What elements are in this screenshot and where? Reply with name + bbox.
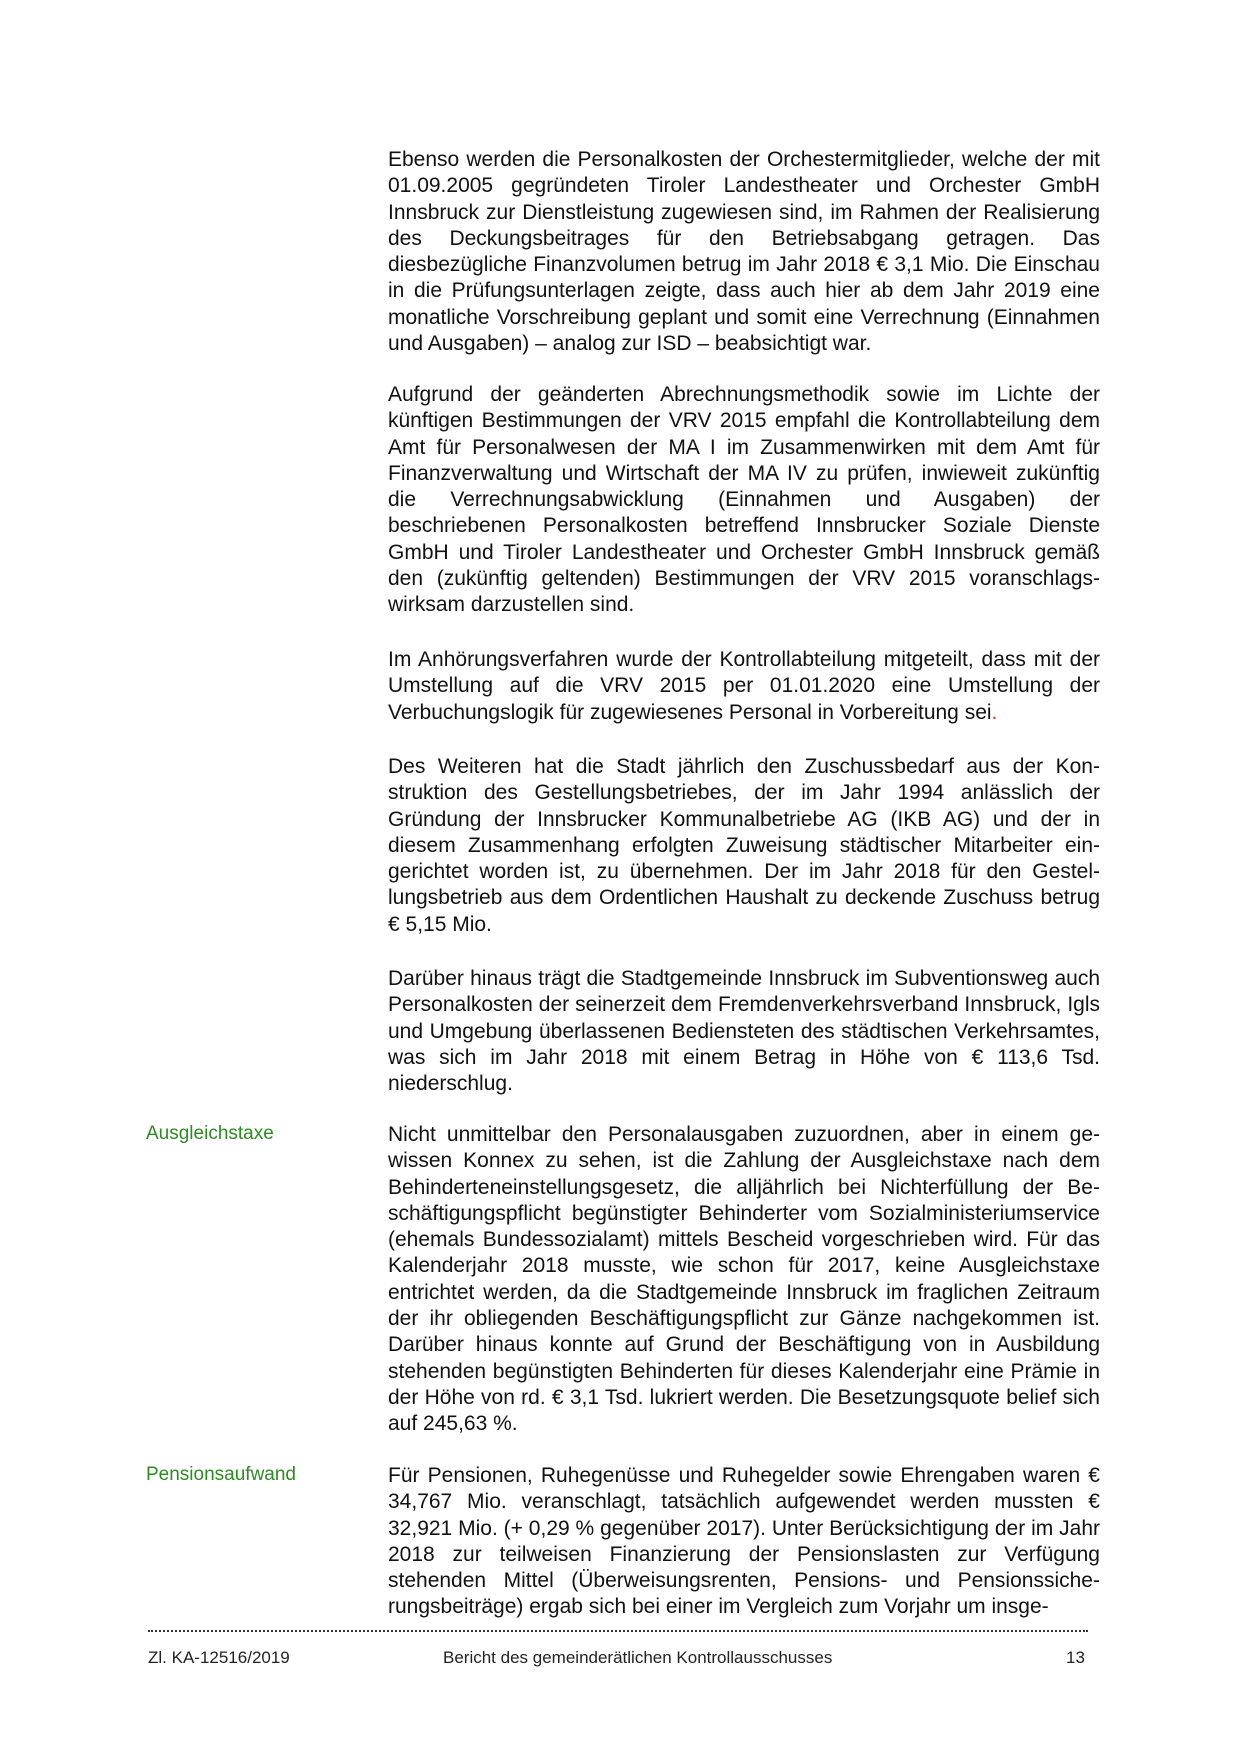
paragraph-text: Des Weiteren hat die Stadt jährlich den Zuschussbedarf aus der Konstruktion des Gestellungsbetriebes, der im Jahr 1994 anlässlich der Gründung der Innsbrucker Kommunalbetriebe AG (IKB AG) und der in diesem Zusammenhang erfolgten Zuweisung städtischer Mitarbeiter eingerichtet worden ist, zu übernehmen. Der im Jahr 2018 für den Gestellungsbetrieb aus dem Ordentlichen Haushalt zu deckende Zuschuss betrug € 5,15 Mio. xyxy=(388,755,1100,936)
paragraph-gestellungsbetrieb xyxy=(388,754,1100,938)
paragraph-ausgleichstaxe xyxy=(388,1122,1100,1438)
paragraph-end-mark: . xyxy=(991,700,998,724)
paragraph-text: Ebenso werden die Personalkosten der Orchestermitglieder, welche der mit 01.09.2005 gegründeten Tiroler Landestheater und Orchester GmbH Innsbruck zur Dienstleistung zugewiesen sind, im Rahmen der Realisierung des Deckungsbeitrages für den Betriebsabgang getragen. Das diesbezügliche Finanzvolumen betrug im Jahr 2018 € 3,1 Mio. Die Einschau in die Prüfungsunterlagen zeigte, dass auch hier ab dem Jahr 2019 eine monatliche Vorschreibung geplant und somit eine Verrechnung (Einnahmen und Ausgaben) – analog zur ISD – beabsichtigt war. xyxy=(388,148,1100,356)
paragraph-text: Für Pensionen, Ruhegenüsse und Ruhegelder sowie Ehrengaben waren € 34,767 Mio. veranschlagt, tatsächlich aufgewendet werden mussten € 32,921 Mio. (+ 0,29 % gegenüber 2017). Unter Berücksichtigung der im Jahr 2018 zur teilweisen Finanzierung der Pensionslasten zur Verfügung stehenden Mittel (Überweisungsrenten, Pensions- und Pensionssicherungsbeiträge) ergab sich bei einer im Vergleich zum Vorjahr um insge- xyxy=(388,1464,1100,1619)
margin-note-pensionsaufwand: Pensionsaufwand xyxy=(146,1464,296,1485)
paragraph-text: Darüber hinaus trägt die Stadtgemeinde Innsbruck im Subventionsweg auch Personalkosten der seinerzeit dem Fremdenverkehrsverband Innsbruck, Igls und Umgebung überlassenen Bediensteten des städtischen Verkehrsamtes, was sich im Jahr 2018 mit einem Betrag in Höhe von € 113,6 Tsd. niederschlug. xyxy=(388,967,1100,1096)
paragraph-verkehrsamt xyxy=(388,966,1100,1097)
paragraph-body: Im Anhörungsverfahren wurde der Kontrollabteilung mitgeteilt, dass mit der Umstellung auf die VRV 2015 per 01.01.2020 eine Umstellung der Verbuchungslogik für zugewiesenes Personal in Vorbereitung sei xyxy=(388,648,1100,724)
footer-page-number: 13 xyxy=(1066,1648,1085,1667)
paragraph-text xyxy=(388,647,1100,726)
paragraph-anhoerungsverfahren xyxy=(388,647,1100,726)
footer-divider xyxy=(148,1630,1088,1632)
paragraph-pensionsaufwand xyxy=(388,1463,1100,1621)
footer-title: Bericht des gemeinderätlichen Kontrollausschusses xyxy=(443,1648,833,1667)
margin-note-ausgleichstaxe: Ausgleichstaxe xyxy=(146,1123,274,1144)
paragraph-orchester-personalkosten xyxy=(388,147,1100,357)
paragraph-text: Aufgrund der geänderten Abrechnungsmethodik sowie im Lichte der künftigen Bestimmungen der VRV 2015 empfahl die Kontrollabteilung dem Amt für Personalwesen der MA I im Zusammenwirken mit dem Amt für Finanzverwaltung und Wirtschaft der MA IV zu prüfen, inwieweit zukünftig die Verrechnungsabwicklung (Einnahmen und Ausgaben) der beschriebenen Personalkosten betreffend Innsbrucker Soziale Dienste GmbH und Tiroler Landestheater und Orchester GmbH Innsbruck gemäß den (zukünftig geltenden) Bestimmungen der VRV 2015 voranschlagswirksam darzustellen sind. xyxy=(388,383,1100,617)
footer-reference: Zl. KA-12516/2019 xyxy=(148,1648,290,1667)
paragraph-text: Nicht unmittelbar den Personalausgaben zuzuordnen, aber in einem gewissen Konnex zu sehen, ist die Zahlung der Ausgleichstaxe nach dem Behinderteneinstellungsgesetz, die alljährlich bei Nichterfüllung der Beschäftigungspflicht begünstigter Behinderter vom Sozialministeriumservice (ehemals Bundessozialamt) mittels Bescheid vorgeschrieben wird. Für das Kalenderjahr 2018 musste, wie schon für 2017, keine Ausgleichstaxe entrichtet werden, da die Stadtgemeinde Innsbruck im fraglichen Zeitraum der ihr obliegenden Beschäftigungspflicht zur Gänze nachgekommen ist. Darüber hinaus konnte auf Grund der Beschäftigung von in Ausbildung stehenden begünstigten Behinderten für dieses Kalenderjahr eine Prämie in der Höhe von rd. € 3,1 Tsd. lukriert werden. Die Besetzungsquote belief sich auf 245,63 %. xyxy=(388,1123,1100,1436)
paragraph-abrechnungsmethodik-empfehlung xyxy=(388,382,1100,619)
